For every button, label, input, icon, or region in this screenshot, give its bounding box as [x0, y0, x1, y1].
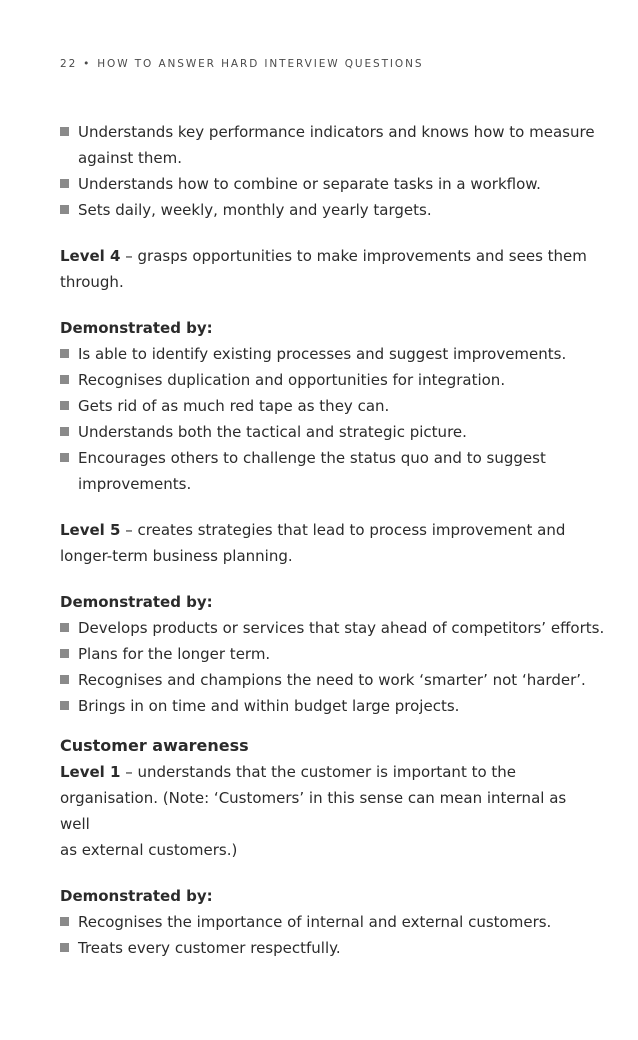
level-4-bullet-list	[60, 341, 600, 497]
square-bullet-icon	[60, 349, 69, 358]
demonstrated-by-heading: Demonstrated by:	[60, 593, 213, 611]
list-item: Brings in on time and within budget large projects.	[60, 693, 600, 719]
list-item: Sets daily, weekly, monthly and yearly targets.	[60, 197, 600, 223]
square-bullet-icon	[60, 943, 69, 952]
square-bullet-icon	[60, 179, 69, 188]
section-heading: Customer awareness	[60, 736, 249, 755]
square-bullet-icon	[60, 917, 69, 926]
list-item: Understands key performance indicators and knows how to measure against them.	[60, 119, 600, 171]
running-header	[60, 58, 423, 70]
level-5-label: Level 5	[60, 521, 121, 539]
running-title: HOW TO ANSWER HARD INTERVIEW QUESTIONS	[97, 58, 424, 70]
square-bullet-icon	[60, 675, 69, 684]
square-bullet-icon	[60, 401, 69, 410]
square-bullet-icon	[60, 453, 69, 462]
level-4-label: Level 4	[60, 247, 121, 265]
list-item: Gets rid of as much red tape as they can.	[60, 393, 600, 419]
square-bullet-icon	[60, 649, 69, 658]
square-bullet-icon	[60, 623, 69, 632]
square-bullet-icon	[60, 375, 69, 384]
list-item: Recognises duplication and opportunities for integration.	[60, 367, 600, 393]
list-item: Understands both the tactical and strategic picture.	[60, 419, 600, 445]
list-item: Recognises and champions the need to work ‘smarter’ not ‘harder’.	[60, 667, 600, 693]
top-bullet-list	[60, 119, 600, 223]
square-bullet-icon	[60, 127, 69, 136]
level-4-description: Level 4 – grasps opportunities to make improvements and sees them through.	[60, 247, 587, 291]
customer-bullet-list	[60, 909, 600, 961]
square-bullet-icon	[60, 427, 69, 436]
list-item: Develops products or services that stay ahead of competitors’ efforts.	[60, 615, 600, 641]
list-item: Treats every customer respectfully.	[60, 935, 600, 961]
demonstrated-by-heading: Demonstrated by:	[60, 887, 213, 905]
square-bullet-icon	[60, 701, 69, 710]
list-item: Is able to identify existing processes and suggest improvements.	[60, 341, 600, 367]
list-item: Encourages others to challenge the status quo and to suggest improvements.	[60, 445, 600, 497]
level-5-bullet-list	[60, 615, 605, 719]
list-item: Plans for the longer term.	[60, 641, 600, 667]
header-separator: •	[83, 58, 92, 70]
level-1-label: Level 1	[60, 763, 121, 781]
list-item: Recognises the importance of internal and external customers.	[60, 909, 600, 935]
level-1-description: Level 1 – understands that the customer is important to the organisation. (Note: ‘Customers’ in this sense can mean internal as well as external customers.)	[60, 763, 567, 859]
page-body	[60, 119, 605, 961]
square-bullet-icon	[60, 205, 69, 214]
demonstrated-by-heading: Demonstrated by:	[60, 319, 213, 337]
list-item: Understands how to combine or separate tasks in a workflow.	[60, 171, 600, 197]
page-number: 22	[60, 58, 78, 70]
level-5-description: Level 5 – creates strategies that lead to process improvement and longer-term business planning.	[60, 521, 566, 565]
